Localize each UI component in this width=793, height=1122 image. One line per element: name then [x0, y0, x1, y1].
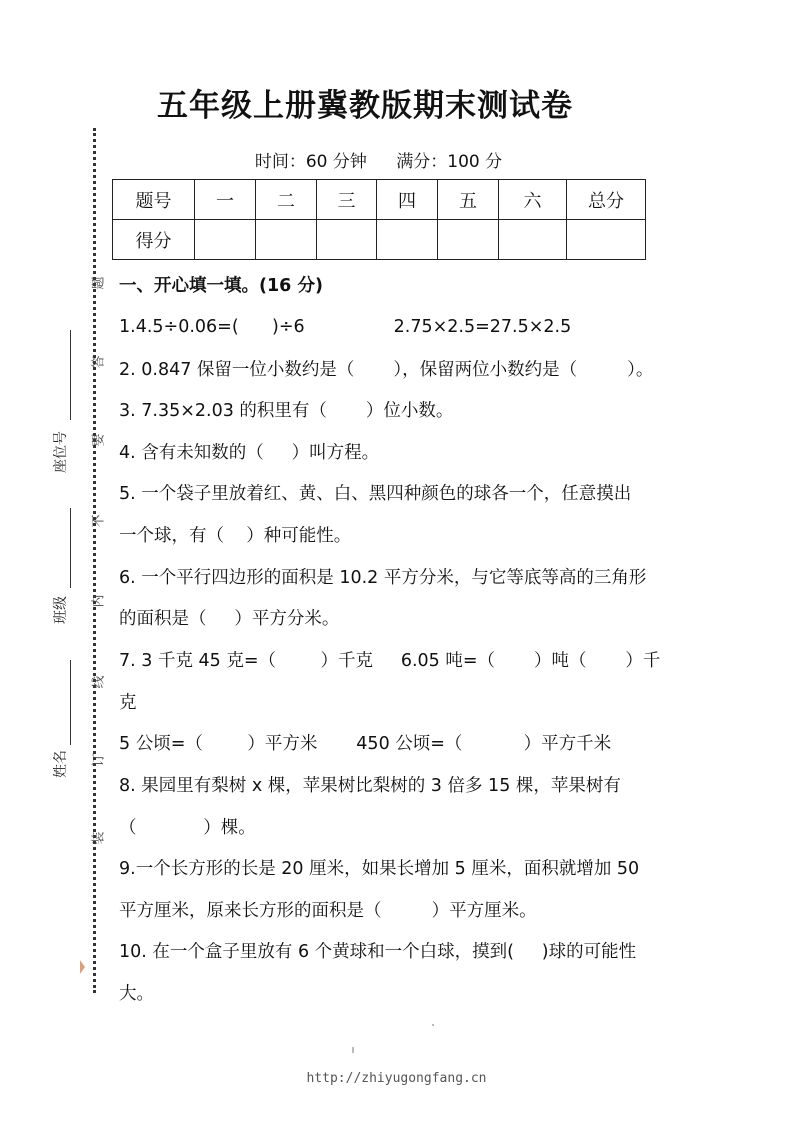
header-cell: 一 — [195, 180, 256, 220]
class-field[interactable] — [70, 508, 71, 588]
header-cell: 二 — [256, 180, 317, 220]
question-line: 5. 一个袋子里放着红、黄、白、黑四种颜色的球各一个，任意摸出 — [119, 484, 632, 504]
scan-speck — [352, 1047, 354, 1053]
question-line: 9.一个长方形的长是 20 厘米，如果长增加 5 厘米，面积就增加 50 — [119, 859, 640, 879]
name-label: 姓名 — [53, 750, 69, 778]
question-line: 3. 7.35×2.03 的积里有（ ）位小数。 — [119, 401, 454, 421]
row-label: 得分 — [113, 220, 195, 260]
question-line: 1.4.5÷0.06=( )÷6 2.75×2.5=27.5×2.5 — [119, 317, 572, 337]
question-line: 2. 0.847 保留一位小数约是（ ），保留两位小数约是（ ）。 — [119, 360, 654, 380]
question-line: 6. 一个平行四边形的面积是 10.2 平方分米，与它等底等高的三角形 — [119, 568, 647, 588]
score-cell[interactable] — [317, 220, 377, 260]
score-cell[interactable] — [567, 220, 646, 260]
seal-char: 答 — [91, 355, 107, 369]
question-line: 克 — [119, 693, 137, 713]
header-cell: 题号 — [113, 180, 195, 220]
seal-char: 订 — [91, 753, 107, 767]
question-line: 4. 含有未知数的（ ）叫方程。 — [119, 443, 380, 463]
footer-url[interactable]: http://zhiyugongfang.cn — [306, 1071, 487, 1086]
score-cell[interactable] — [499, 220, 567, 260]
score-table-header-row — [113, 180, 646, 220]
seal-char: 内 — [91, 594, 107, 608]
page-title: 五年级上册冀教版期末测试卷 — [157, 88, 573, 124]
name-field[interactable] — [70, 660, 71, 745]
exam-full-score: 满分：100 分 — [396, 152, 503, 172]
score-table — [112, 179, 646, 260]
score-cell[interactable] — [377, 220, 438, 260]
question-line: 5 公顷=（ ）平方米 450 公顷=（ ）平方千米 — [119, 734, 612, 754]
seat-number-field[interactable] — [70, 330, 71, 420]
header-cell: 四 — [377, 180, 438, 220]
score-cell[interactable] — [195, 220, 256, 260]
header-cell: 三 — [317, 180, 377, 220]
seal-char: 题 — [91, 276, 107, 290]
binding-dotted-line — [93, 128, 96, 993]
seal-char: 要 — [91, 433, 107, 447]
score-table-score-row — [113, 220, 646, 260]
question-line: 7. 3 千克 45 克=（ ）千克 6.05 吨=（ ）吨（ ）千 — [119, 651, 661, 671]
seat-number-label: 座位号 — [53, 431, 69, 473]
question-line: 大。 — [119, 984, 154, 1004]
question-line: 10. 在一个盒子里放有 6 个黄球和一个白球，摸到( )球的可能性 — [119, 942, 637, 962]
header-cell: 五 — [438, 180, 499, 220]
scan-speck — [432, 1024, 434, 1026]
seal-char: 装 — [91, 831, 107, 845]
class-label: 班级 — [53, 596, 69, 624]
section-heading: 一、开心填一填。(16 分) — [119, 276, 323, 296]
question-line: （ ）棵。 — [119, 818, 256, 838]
question-line: 8. 果园里有梨树 x 棵，苹果树比梨树的 3 倍多 15 棵，苹果树有 — [119, 776, 621, 796]
header-cell: 六 — [499, 180, 567, 220]
question-line: 的面积是（ ）平方分米。 — [119, 609, 340, 629]
header-cell: 总分 — [567, 180, 646, 220]
margin-marker — [80, 960, 85, 974]
score-cell[interactable] — [438, 220, 499, 260]
question-line: 平方厘米，原来长方形的面积是（ ）平方厘米。 — [119, 901, 537, 921]
seal-char: 线 — [91, 675, 107, 689]
question-line: 一个球，有（ ）种可能性。 — [119, 526, 352, 546]
exam-meta — [112, 147, 645, 172]
score-cell[interactable] — [256, 220, 317, 260]
exam-time: 时间：60 分钟 — [254, 152, 367, 172]
seal-char: 不 — [91, 514, 107, 528]
